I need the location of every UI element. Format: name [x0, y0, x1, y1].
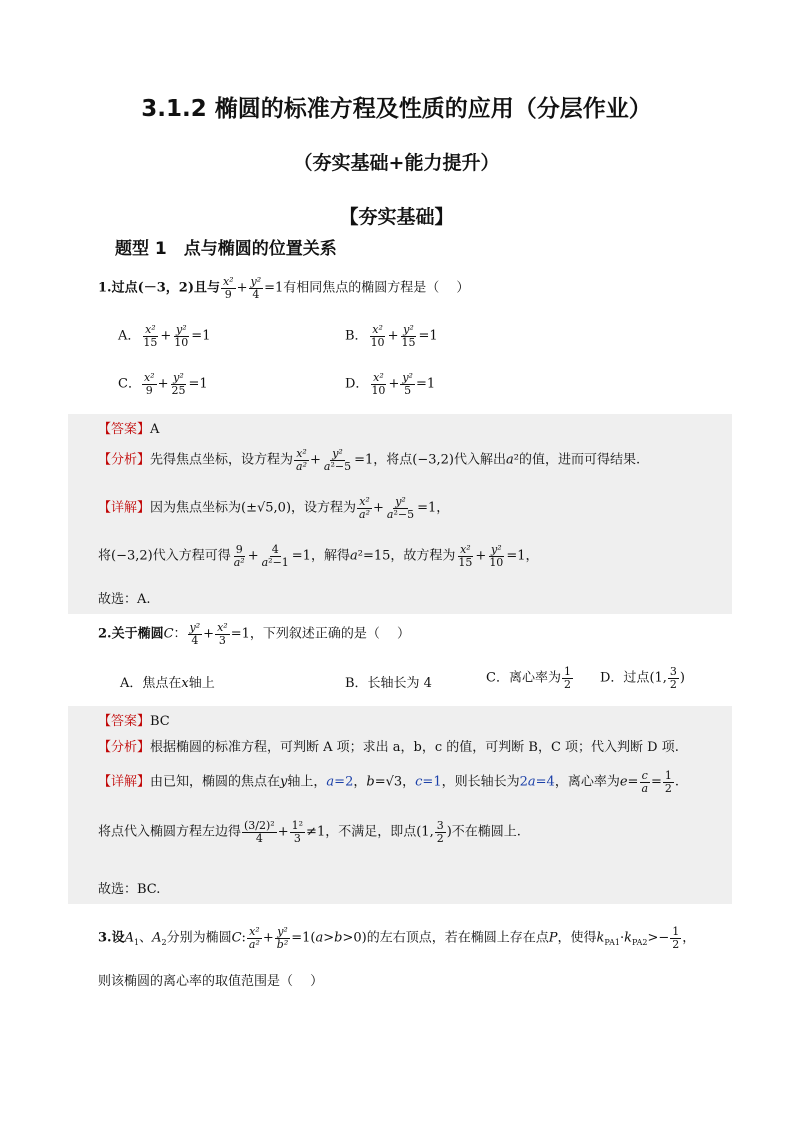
q1-stem-post: 有相同焦点的椭圆方程是（ ） [283, 280, 470, 296]
q1-option-b[interactable]: B． $\frac{\text{x²}}{10}$ + $\frac{\text{y²}}{15}$ =1 [345, 323, 438, 349]
page-subtitle: （夯实基础+能力提升） [293, 152, 500, 174]
a1-detail: 【详解】因为焦点坐标为(±√5,0)，设方程为 $\frac{\text{x²}}{\text{a²}}$ + $\frac{\text{y²}}{\text{a²−5}}$ =1， [98, 495, 450, 521]
a1-answer: 【答案】A [98, 422, 160, 437]
q1-option-c[interactable]: C． $\frac{\text{x²}}{9}$ + $\frac{\text{y²}}{25}$ =1 [118, 371, 208, 397]
a2-analysis: 【分析】根据椭圆的标准方程，可判断 A 项；求出 a，b，c 的值，可判断 B，C 项；代入判断 D 项. [98, 740, 679, 755]
q2-option-b[interactable]: B．长轴长为 4 [345, 676, 432, 691]
a1-detail-line2: 将(−3,2)代入方程可得 $\frac{9}{\text{a²}}$ + $\frac{4}{\text{a²−1}}$ =1，解得a²=15，故方程为 $\frac{\text{x²}}{15}$ + $\frac{\text{y²}}{10}$ =1， [98, 543, 539, 569]
q1-option-d[interactable]: D． $\frac{\text{x²}}{10}$ + $\frac{\text{y²}}{5}$ =1 [345, 371, 436, 397]
section-heading: 【夯实基础】 [339, 206, 454, 228]
a2-conclusion: 故选：BC. [98, 882, 161, 897]
a1-conclusion: 故选：A. [98, 592, 151, 607]
a2-detail-line2: 将点代入椭圆方程左边得 $\frac{\text{(3/2)²}}{4}$ + $\frac{\text{1²}}{3}$ ≠1，不满足，即点(1, $\frac{3}{2}$ )不在椭圆上. [98, 819, 521, 845]
q2-option-a[interactable]: A．焦点在x轴上 [120, 676, 215, 691]
page-title: 3.1.2 椭圆的标准方程及性质的应用（分层作业） [141, 96, 652, 122]
a2-detail: 【详解】由已知，椭圆的焦点在y轴上，a=2，b=√3，c=1，则长轴长为2a=4，离心率为e= $\frac{c}{a}$ = $\frac{1}{2}$ . [98, 769, 680, 795]
q2-option-d[interactable]: D．过点(1, $\frac{3}{2}$ ) [600, 665, 685, 691]
question-2: 2.关于椭圆C： $\frac{\text{y²}}{4}$ + $\frac{\text{x²}}{3}$ =1，下列叙述正确的是（ ） [98, 621, 411, 647]
a1-analysis: 【分析】先得焦点坐标，设方程为 $\frac{\text{x²}}{\text{a²}}$ + $\frac{\text{y²}}{\text{a²−5}}$ =1，将点(−3,2)代入解出a²的值，进而可得结果. [98, 447, 641, 473]
q3-line2: 则该椭圆的离心率的取值范围是（ ） [98, 974, 324, 989]
a2-answer: 【答案】BC [98, 714, 170, 729]
question-3: 3.设$A_1$、$A_2$分别为椭圆C: $\frac{\text{x²}}{\text{a²}}$ + $\frac{\text{y²}}{\text{b²}}$ =1(a>b>0)的左右顶点，若在椭圆上存在点P，使得$k_{PA1}\cdot k_{PA2}>-$ $\frac{1}{2}$ ， [98, 925, 696, 951]
question-1: 1.过点(－3，2)且与 $\frac{\text{x²}}{9}$ + $\frac{\text{y²}}{4}$ =1有相同焦点的椭圆方程是（ ） [98, 275, 470, 301]
question-type-heading: 题型 1 点与椭圆的位置关系 [115, 239, 337, 259]
q2-option-c[interactable]: C．离心率为 $\frac{1}{2}$ [486, 665, 571, 691]
q1-stem-pre: 1.过点(－3，2)且与 [98, 280, 220, 296]
q1-option-a[interactable]: A． $\frac{\text{x²}}{15}$ + $\frac{\text{y²}}{10}$ =1 [118, 323, 211, 349]
